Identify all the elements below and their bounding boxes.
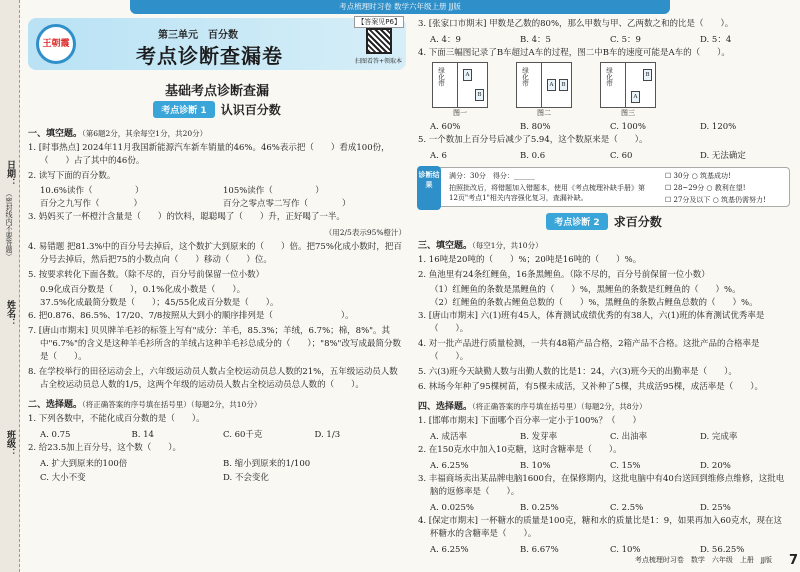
question: 4. 对一批产品进行质量检测，一共有48箱产品合格，2箱产品不合格。这批产品的合格率是（ ）。: [418, 339, 760, 362]
options: A. 6 B. 0.6 C. 60 D. 无法确定: [430, 151, 746, 161]
date-label: 日期：: [5, 160, 15, 187]
figure-3: 绿化带 A B 图三: [600, 62, 656, 118]
part-title: 一、填空题。（第6题2分，其余每空1分，共20分）: [28, 129, 208, 139]
diagnosis-2-header: [418, 213, 790, 230]
part-title: 四、选择题。（将正确答案的序号填在括号里）（每题2分，共8分）: [418, 402, 647, 412]
question: 5. 一个数加上百分号后减少了5.94，这个数原来是（ ）。: [418, 135, 648, 145]
question: 5. 按要求转化下面各数。（除不尽的，百分号前保留一位小数）: [28, 270, 265, 280]
result-instructions: 拍照批改后，将错题加入错题本，使用《考点梳理补缺手册》第12页"考点1"相关内容强化复习，查漏补缺。: [449, 184, 645, 202]
page-footer: 考点梳理时习卷 数学 六年级 上册 JJ版: [634, 556, 772, 564]
road-figures: [418, 62, 790, 118]
answer-row: （1）红鲤鱼的条数是黑鲤鱼的（ ）%，黑鲤鱼的条数是红鲤鱼的（ ）%。: [430, 285, 741, 295]
result-badge: 诊断结果: [417, 166, 441, 210]
question: 3. [唐山市期末] 六(1)班有45人，体育测试成绩优秀的有38人，六(1)班的体育测试优秀率是（ ）。: [418, 311, 765, 334]
options: A. 0.75 B. 14 C. 60千克 D. 1/3: [40, 430, 341, 440]
question: 3. 丰福商场卖出某品牌电脑1600台，在保修期内，这批电脑中有40台送回到维修点维修，这批电脑的返修率是（ ）。: [418, 474, 785, 497]
question: 6. 林场今年种了95棵树苗，有5棵未成活，又补种了5棵，共成活95棵，成活率是（ ）。: [418, 382, 764, 392]
name-label: 姓名：: [5, 300, 15, 327]
question: 7. [唐山市期末] 贝贝牌羊毛衫的标签上写有"成分：羊毛，85.3%；羊绒，6.7%；棉，8%"。其中"6.7%"的含义是这种羊毛衫所含的羊绒占这种羊毛衫总成分的（ ）；"8%"改写成最简分数是（ ）。: [28, 326, 401, 362]
question: 2. 给23.5加上百分号，这个数（ ）。: [28, 443, 181, 453]
page-number: 7: [788, 553, 798, 568]
diagnosis-tag: 考点诊断 1: [153, 101, 214, 118]
brand-logo: 王朝霞: [36, 24, 76, 64]
answer-row: （2）红鲤鱼的条数占鲤鱼总数的（ ）%，黑鲤鱼的条数占鲤鱼总数的（ ）%。: [430, 298, 758, 308]
score-line: 满分：30分 得分：______: [449, 172, 535, 180]
options: A. 6.25% B. 6.67% C. 10% D. 56.25%: [430, 545, 745, 555]
question: 6. 把0.876、86.5%、17/20、7/8按照从大到小的顺序排列是（ ）。: [28, 311, 354, 321]
answer-reference: 【答案见P6】: [354, 16, 404, 28]
question: 5. 六(3)班今天缺勤人数与出勤人数的比是1：24，六(3)班今天的出勤率是（ ）。: [418, 367, 737, 377]
question: 8. 在学校举行的田径运动会上，六年级运动员人数占全校运动员总人数的21%，五年级运动员人数占全校运动员总人数的1/5，这两个年级的运动员人数占全校运动员总人数的（ ）。: [28, 367, 398, 390]
left-column: [28, 18, 406, 568]
score-levels: ☐ 30分 ○ 筑基成功! ☐ 28~29分 ○ 教利在望! ☐ 27分及以下 ○ 筑基仍需努力!: [665, 172, 766, 204]
diagnosis-name: 求百分数: [613, 215, 662, 229]
answer-row: 0.9化成百分数是（ ），0.1%化成小数是（ ）。: [40, 285, 246, 295]
top-banner: 考点梳理时习卷 数学六年级上册 JJ版: [130, 0, 670, 14]
question: 4. 易错题 把81.3%中的百分号去掉后，这个数扩大到原来的（ ）倍。把75%化成小数时，把百分号去掉后，然后把75的小数点向（ ）移动（ ）位。: [28, 242, 402, 265]
page-header: [28, 18, 406, 70]
question: 2. 读写下面的百分数。: [28, 171, 116, 181]
question: 4. [保定市期末] 一杯糖水的质量是100克，糖和水的质量比是1：9，如果再加入60克水，现在这杯糖水的含糖率是（ ）。: [418, 516, 783, 539]
question: 1. 下列各数中，不能化成百分数的是（ ）。: [28, 414, 205, 424]
question: 2. 鱼池里有24条红鲤鱼，16条黑鲤鱼。（除不尽的，百分号前保留一位小数）: [418, 270, 710, 280]
answer-row: 10.6%读作（ ） 105%读作（ ）: [40, 186, 324, 196]
answer-row: 百分之九写作（ ） 百分之零点零二写作（ ）: [40, 199, 351, 209]
answer-row: 37.5%化成最简分数是（ ）；45/55化成百分数是（ ）。: [40, 298, 279, 308]
options: A. 0.025% B. 0.25% C. 2.5% D. 25%: [430, 503, 731, 513]
diagnosis-1-header: [28, 101, 406, 118]
question: 1. [时事热点] 2024年11月我国新能源汽车新车销量的46%。46%表示把（ ）看成100份，（ ）占了其中的46份。: [28, 143, 390, 166]
figure-2: 绿化带 A B 图二: [516, 62, 572, 118]
part-title: 二、选择题。（将正确答案的序号填在括号里）（每题2分，共10分）: [28, 400, 262, 410]
question: 2. 在150克水中加入10克糖，这时含糖率是（ ）。: [418, 445, 622, 455]
diagnosis-tag: 考点诊断 2: [546, 213, 607, 230]
options: A. 成活率 B. 发芽率 C. 出油率 D. 完成率: [430, 432, 738, 442]
options: A. 60% B. 80% C. 100% D. 120%: [430, 122, 737, 132]
figure-1: 绿化带 A B 图一: [432, 62, 488, 118]
section-title: 基础考点诊断查漏: [164, 84, 269, 99]
options: C. 大小不变 D. 不会变化: [40, 473, 269, 483]
part-title: 三、填空题。（每空1分，共10分）: [418, 241, 543, 251]
right-column: [418, 18, 790, 568]
question: 4. 下面三幅图记录了B车超过A车的过程，图二中B车的速度可能是A车的（ ）。: [418, 48, 730, 58]
page-title: 考点诊断查漏卷: [136, 44, 283, 68]
qr-caption: 扫图看答+领取本: [354, 58, 402, 65]
no-write-note: （密封线内不要答题）: [5, 190, 13, 260]
diagnosis-name: 认识百分数: [220, 103, 281, 117]
options: A. 6.25% B. 10% C. 15% D. 20%: [430, 461, 731, 471]
binding-margin: [0, 0, 20, 572]
diagnosis-result-box: [418, 167, 790, 207]
unit-title: 第三单元 百分数: [158, 30, 238, 41]
question: 1. 16吨是20吨的（ ）%；20吨是16吨的（ ）%。: [418, 255, 642, 265]
question: 3. 妈妈买了一杯橙汁含量是（ ）的饮料，聪聪喝了（ ）升，正好喝了一半。: [28, 212, 345, 222]
question-note: （用2/5表示95%橙汁）: [324, 228, 406, 237]
options: A. 扩大到原来的100倍 B. 缩小到原来的1/100: [40, 459, 311, 469]
options: A. 4：9 B. 4：5 C. 5：9 D. 5：4: [430, 35, 732, 45]
question: 1. [邯郸市期末] 下面哪个百分率一定小于100%？（ ）: [418, 416, 641, 426]
question: 3. [张家口市期末] 甲数是乙数的80%，那么甲数与甲、乙两数之和的比是（ ）。: [418, 19, 734, 29]
qr-code-icon[interactable]: [366, 28, 392, 54]
class-label: 班级：: [5, 430, 15, 457]
